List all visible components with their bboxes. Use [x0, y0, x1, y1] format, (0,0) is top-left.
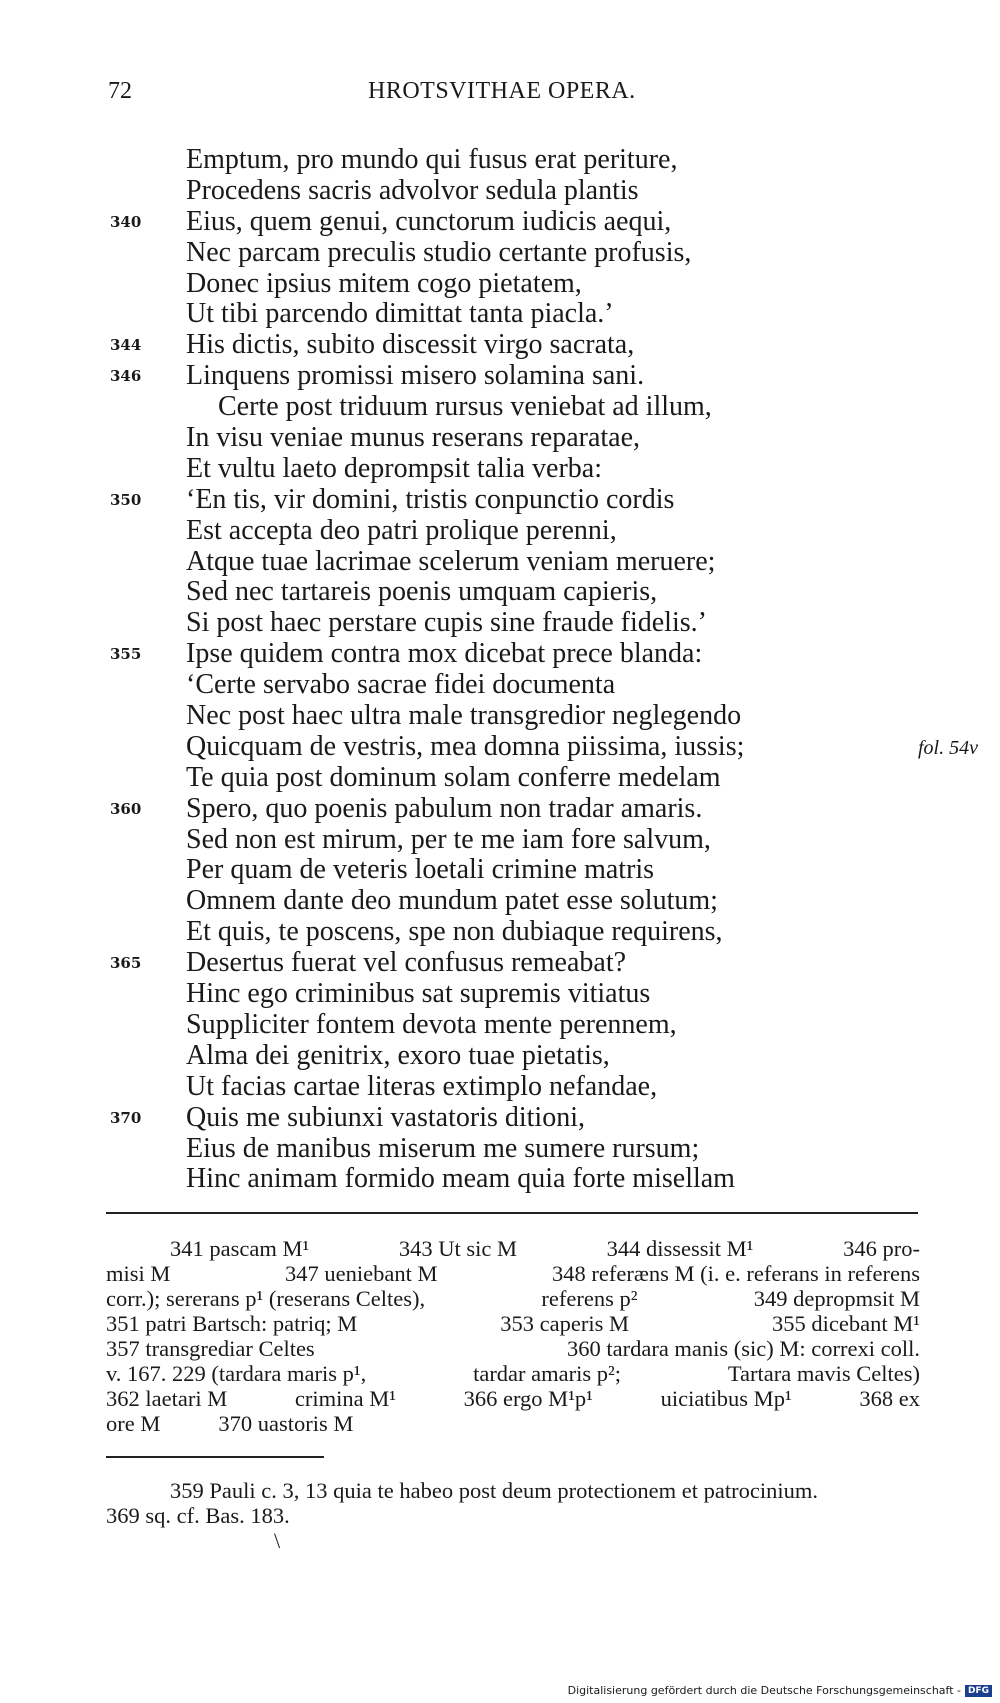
verse-text: ‘En tis, vir domini, tristis conpunctio cordis [186, 483, 675, 515]
apparatus-line [106, 1336, 920, 1361]
verse-line [0, 484, 1000, 515]
verse-text: Emptum, pro mundo qui fusus erat periture, [186, 144, 678, 175]
running-title: HROTSVITHAE OPERA. [368, 78, 636, 104]
digitization-credit [568, 1684, 992, 1697]
verse-text: Donec ipsius mitem cogo pietatem, [186, 267, 582, 299]
verse-line [0, 762, 1000, 793]
apparatus-line [106, 1386, 920, 1411]
apparatus-entry: 366 ergo M¹p¹ [463, 1386, 593, 1411]
apparatus-entry: uiciatibus Mp¹ [660, 1386, 792, 1411]
line-number: 360 [110, 799, 142, 818]
verse-text: Ut facias cartae literas extimplo nefandae, [186, 1070, 658, 1102]
apparatus-entry: 347 ueniebant M [284, 1261, 438, 1286]
verse-line [0, 360, 1000, 391]
verse-text: Sed non est mirum, per te me iam fore salvum, [186, 823, 711, 855]
verse-text: Quicquam de vestris, mea domna piissima, iussis; [186, 730, 745, 762]
apparatus-line [106, 1261, 920, 1286]
verse-text: Atque tuae lacrimae scelerum veniam meruere; [186, 545, 716, 577]
apparatus-line [106, 1361, 920, 1386]
apparatus-line [106, 1411, 920, 1436]
verse-text: Omnem dante deo mundum patet esse solutum; [186, 885, 718, 917]
verse-line [0, 700, 1000, 731]
credit-text: Digitalisierung gefördert durch die Deutsche Forschungsgemeinschaft - [567, 1684, 961, 1697]
verse-text: Est accepta deo patri prolique perenni, [186, 514, 617, 546]
verse-text: Desertus fuerat vel confusus remeabat? [186, 947, 627, 979]
line-number: 350 [110, 490, 142, 509]
source-note-line [106, 1503, 920, 1528]
verse-text: Eius de manibus miserum me sumere rursum; [186, 1132, 700, 1164]
poem-text [0, 144, 1000, 1194]
apparatus-entry: v. 167. 229 (tardara maris p¹, [106, 1361, 367, 1386]
source-notes [106, 1478, 920, 1528]
verse-line [0, 1071, 1000, 1102]
verse-line [0, 515, 1000, 546]
apparatus-entry: 357 transgrediar Celtes [106, 1336, 315, 1361]
verse-line [0, 391, 1000, 422]
critical-apparatus [106, 1236, 920, 1436]
footnote-separator [106, 1212, 918, 1214]
source-note-entry: 359 Pauli c. 3, 13 quia te habeo post deum protectionem et patrocinium. [170, 1478, 818, 1503]
verse-text: Hinc animam formido meam quia forte misellam [186, 1163, 735, 1195]
verse-text: Sed nec tartareis poenis umquam capieris, [186, 576, 658, 608]
verse-line [0, 793, 1000, 824]
line-number: 365 [110, 954, 142, 973]
verse-line [0, 638, 1000, 669]
verse-line [0, 144, 1000, 175]
verse-line [0, 947, 1000, 978]
verse-line [0, 237, 1000, 268]
verse-text: His dictis, subito discessit virgo sacrata, [186, 329, 635, 361]
verse-line [0, 978, 1000, 1009]
apparatus-entry: crimina M¹ [294, 1386, 396, 1411]
verse-line [0, 824, 1000, 855]
apparatus-line [106, 1311, 920, 1336]
source-note-line [106, 1478, 920, 1503]
verse-line [0, 854, 1000, 885]
verse-line [0, 546, 1000, 577]
verse-text: Certe post triduum rursus veniebat ad illum, [218, 391, 712, 423]
verse-line [0, 607, 1000, 638]
verse-text: Nec parcam preculis studio certante profusis, [186, 236, 692, 268]
verse-line [0, 885, 1000, 916]
verse-line [0, 268, 1000, 299]
apparatus-entry: 341 pascam M¹ [170, 1236, 310, 1261]
apparatus-entry: ore M [106, 1411, 161, 1436]
pen-mark: \ [274, 1528, 281, 1553]
apparatus-entry: 353 caperis M [500, 1311, 629, 1336]
apparatus-entry: Tartara mavis Celtes) [727, 1361, 920, 1386]
verse-line [0, 916, 1000, 947]
verse-text: Si post haec perstare cupis sine fraude fidelis.’ [186, 607, 707, 639]
verse-text: ‘Certe servabo sacrae fidei documenta [186, 669, 616, 701]
verse-text: In visu veniae munus reserans reparatae, [186, 422, 641, 454]
verse-text: Procedens sacris advolvor sedula plantis [186, 174, 639, 206]
folio-margin-note: fol. 54v [918, 736, 978, 759]
verse-line [0, 298, 1000, 329]
verse-line [0, 1009, 1000, 1040]
line-number: 370 [110, 1108, 142, 1127]
verse-line [0, 422, 1000, 453]
apparatus-entry: corr.); sererans p¹ (reserans Celtes), [106, 1286, 426, 1311]
verse-text: Suppliciter fontem devota mente perennem, [186, 1008, 677, 1040]
apparatus-entry: referens p² [541, 1286, 638, 1311]
verse-line [0, 731, 1000, 762]
verse-text: Nec post haec ultra male transgredior neglegendo [186, 700, 742, 732]
verse-text: Et quis, te poscens, spe non dubiaque requirens, [186, 916, 723, 948]
line-number: 340 [110, 212, 142, 231]
apparatus-entry: 346 pro- [843, 1236, 920, 1261]
apparatus-line [106, 1286, 920, 1311]
apparatus-entry: 349 depropmsit M [753, 1286, 920, 1311]
verse-line [0, 1133, 1000, 1164]
verse-line [0, 329, 1000, 360]
verse-text: Te quia post dominum solam conferre medelam [186, 761, 721, 793]
verse-text: Quis me subiunxi vastatoris ditioni, [186, 1101, 585, 1133]
verse-text: Spero, quo poenis pabulum non tradar amaris. [186, 792, 703, 824]
verse-text: Per quam de veteris loetali crimine matris [186, 854, 655, 886]
verse-text: Ut tibi parcendo dimittat tanta piacla.’ [186, 298, 614, 330]
verse-line [0, 576, 1000, 607]
apparatus-entry: 360 tardara manis (sic) M: correxi coll. [566, 1336, 920, 1361]
apparatus-entry: 355 dicebant M¹ [772, 1311, 920, 1336]
apparatus-entry: 370 uastoris M [218, 1411, 354, 1436]
verse-line [0, 1163, 1000, 1194]
line-number: 355 [110, 645, 142, 664]
apparatus-entry: 362 laetari M [106, 1386, 228, 1411]
verse-text: Alma dei genitrix, exoro tuae pietatis, [186, 1039, 610, 1071]
apparatus-entry: tardar amaris p²; [473, 1361, 622, 1386]
line-number: 346 [110, 367, 142, 386]
page-number: 72 [108, 78, 132, 104]
verse-text: Linquens promissi misero solamina sani. [186, 360, 645, 392]
apparatus-entry: 344 dissessit M¹ [606, 1236, 754, 1261]
verse-text: Ipse quidem contra mox dicebat prece blanda: [186, 638, 703, 670]
source-note-entry: 369 sq. cf. Bas. 183. [106, 1503, 290, 1528]
apparatus-entry: misi M [106, 1261, 171, 1286]
verse-text: Eius, quem genui, cunctorum iudicis aequi, [186, 205, 672, 237]
verse-line [0, 206, 1000, 237]
verse-line [0, 1040, 1000, 1071]
apparatus-entry: 348 referæns M (i. e. referans in referens [552, 1261, 920, 1286]
line-number: 344 [110, 336, 142, 355]
sources-separator [106, 1456, 324, 1458]
verse-line [0, 175, 1000, 206]
verse-line [0, 669, 1000, 700]
apparatus-entry: 343 Ut sic M [398, 1236, 517, 1261]
apparatus-entry: 368 ex [859, 1386, 920, 1411]
verse-line [0, 1102, 1000, 1133]
verse-line [0, 453, 1000, 484]
verse-text: Hinc ego criminibus sat supremis vitiatus [186, 978, 651, 1010]
dfg-logo: DFG [965, 1685, 992, 1697]
apparatus-entry: 351 patri Bartsch: patriq; M [106, 1311, 358, 1336]
apparatus-line [106, 1236, 920, 1261]
verse-text: Et vultu laeto deprompsit talia verba: [186, 452, 602, 484]
